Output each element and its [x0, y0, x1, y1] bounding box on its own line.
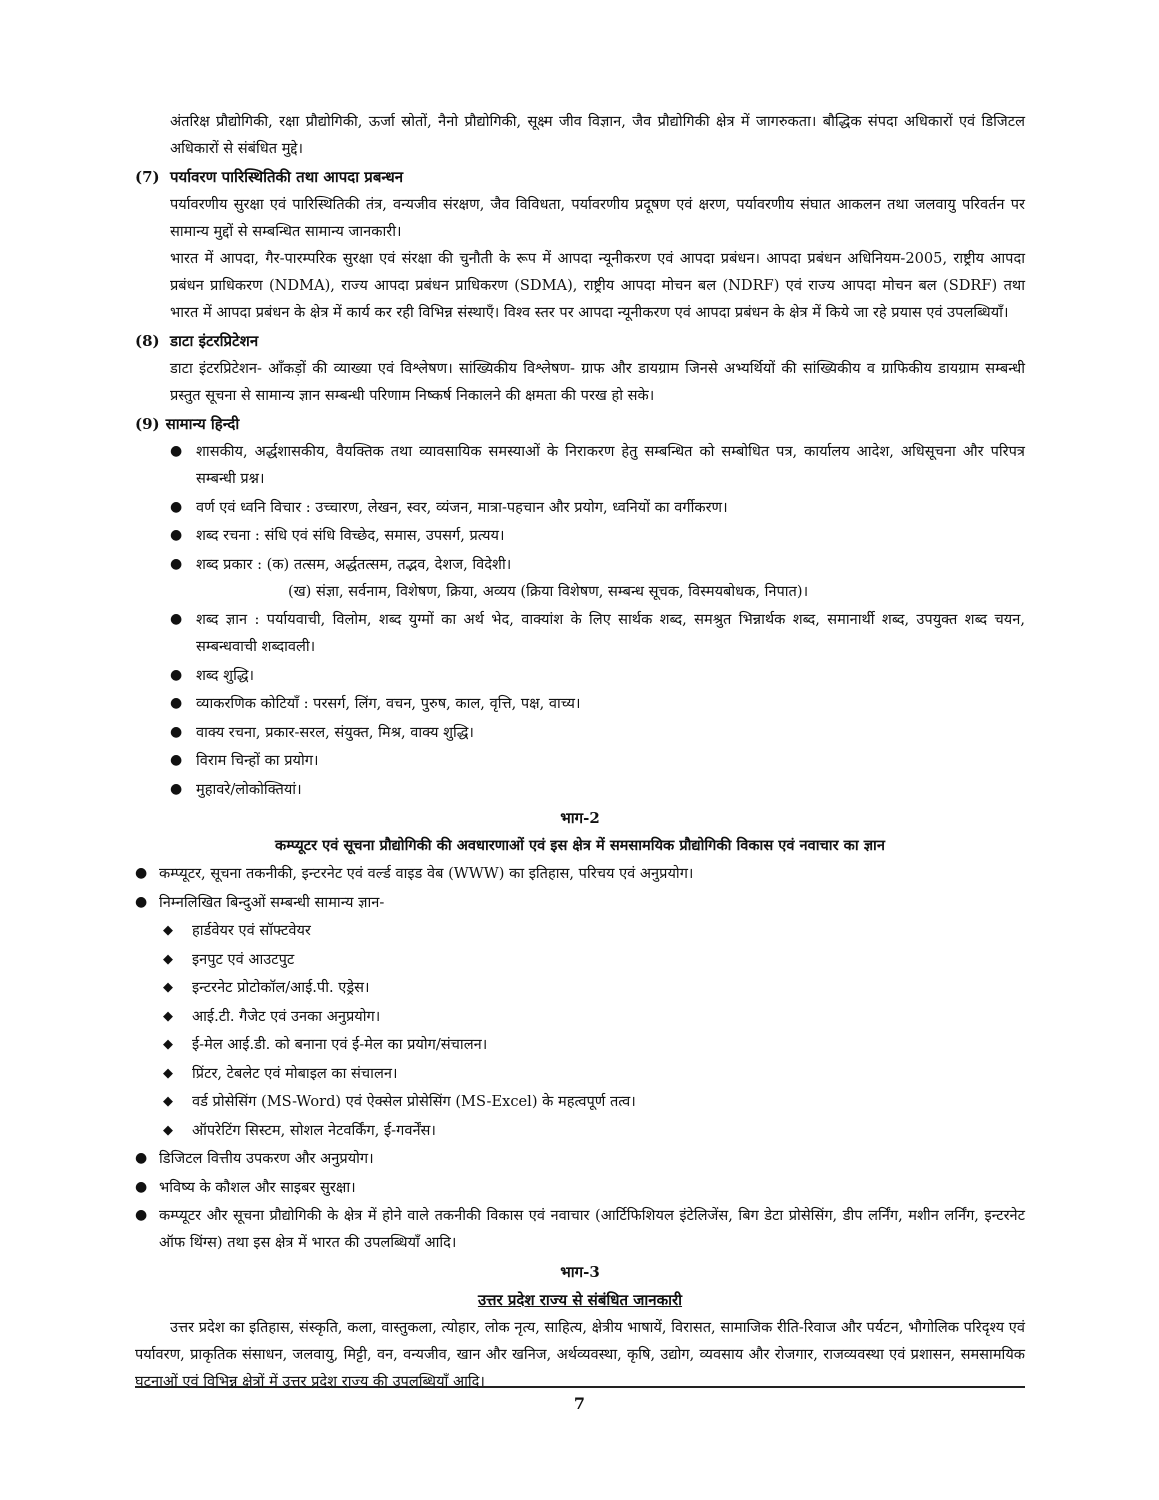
- part-3-label: भाग-3: [560, 1262, 600, 1281]
- list-item: [135, 1202, 1025, 1256]
- list-item: [135, 860, 1025, 887]
- list-item-text: शब्द ज्ञान : पर्यायवाची, विलोम, शब्द युग्मों का अर्थ भेद, वाक्यांश के लिए सार्थक शब्द, समश्रुत भिन्नार्थक शब्द, समानार्थी शब्द, उपयुक्त शब्द चयन, सम्बन्धवाची शब्दावली।: [196, 611, 1025, 655]
- sublist-item-text: वर्ड प्रोसेसिंग (MS-Word) एवं ऐक्सेल प्रोसेसिंग (MS-Excel) के महत्वपूर्ण तत्व।: [192, 1093, 636, 1110]
- list-item: [170, 606, 1025, 660]
- section-7-paragraph-1: पर्यावरणीय सुरक्षा एवं पारिस्थितिकी तंत्र, वन्यजीव संरक्षण, जैव विविधता, पर्यावरणीय प्रदूषण एवं क्षरण, पर्यावरणीय संघात आकलन तथा जलवायु परिवर्तन पर सामान्य मुद्दों से सम्बन्धित सामान्य जानकारी।: [170, 196, 1025, 240]
- list-item: [170, 719, 1025, 746]
- sublist-item: [163, 1088, 1025, 1115]
- section-8-heading: [135, 328, 1025, 355]
- list-item-text: शासकीय, अर्द्धशासकीय, वैयक्तिक तथा व्यावसायिक समस्याओं के निराकरण हेतु सम्बन्धित को सम्बोधित पत्र, कार्यालय आदेश, अधिसूचना और परिपत्र सम्बन्धी प्रश्न।: [196, 443, 1025, 487]
- diamond-icon: ◆: [163, 923, 173, 938]
- bullet-icon: ●: [170, 695, 183, 711]
- bullet-icon: ●: [170, 498, 183, 515]
- list-item-text: कम्प्यूटर और सूचना प्रौद्योगिकी के क्षेत्र में होने वाले तकनीकी विकास एवं नवाचार (आर्टिफिशियल इंटेलिजेंस, बिग डेटा प्रोसेसिंग, डीप लर्निंग, मशीन लर्निंग, इन्टरनेट ऑफ थिंग्स) तथा इस क्षेत्र में भारत की उपलब्धियाँ आदि।: [159, 1207, 1025, 1251]
- sublist-item: [163, 1117, 1025, 1144]
- list-item: [135, 1174, 1025, 1201]
- list-item-text: मुहावरे/लोकोक्तियां।: [196, 780, 302, 798]
- sublist-item: [163, 1060, 1025, 1087]
- part-2-list: [135, 860, 1025, 916]
- part-2-list-continued: [135, 1145, 1025, 1256]
- bullet-icon: ●: [170, 752, 183, 768]
- diamond-icon: ◆: [163, 1094, 173, 1109]
- bullet-icon: ●: [170, 443, 183, 459]
- list-item: [135, 889, 1025, 916]
- diamond-icon: ◆: [163, 1065, 173, 1081]
- list-item-text: व्याकरणिक कोटियाँ : परसर्ग, लिंग, वचन, पुरुष, काल, वृत्ति, पक्ष, वाच्य।: [196, 695, 581, 712]
- diamond-icon: ◆: [163, 1008, 173, 1024]
- list-item-text: निम्नलिखित बिन्दुओं सम्बन्धी सामान्य ज्ञान-: [159, 893, 385, 911]
- sublist-item-text: हार्डवेयर एवं सॉफ्टवेयर: [192, 922, 311, 939]
- page-content: [135, 108, 1025, 1395]
- list-item-text: वर्ण एवं ध्वनि विचार : उच्चारण, लेखन, स्वर, व्यंजन, मात्रा-पहचान और प्रयोग, ध्वनियों का वर्गीकरण।: [196, 498, 728, 516]
- bullet-icon: ●: [135, 865, 148, 881]
- part-2-label: भाग-2: [560, 809, 600, 827]
- footer-divider: [135, 1386, 1025, 1388]
- list-item-text: शब्द शुद्धि।: [196, 666, 255, 684]
- list-item: [170, 438, 1025, 492]
- section-7-heading: [135, 164, 1025, 191]
- bullet-icon: ●: [135, 1178, 148, 1195]
- diamond-icon: ◆: [163, 1122, 173, 1138]
- sublist-item-text: आई.टी. गैजेट एवं उनका अनुप्रयोग।: [192, 1007, 381, 1025]
- sublist-item-text: प्रिंटर, टेबलेट एवं मोबाइल का संचालन।: [192, 1064, 398, 1082]
- section-9-heading: [135, 411, 1025, 438]
- bullet-icon: ●: [135, 893, 148, 910]
- list-item: [170, 662, 1025, 689]
- bullet-icon: ●: [170, 555, 183, 572]
- sublist-item: [163, 1003, 1025, 1030]
- list-item: [170, 551, 1025, 605]
- list-item-text-block: [196, 551, 1025, 605]
- section-8-paragraph: डाटा इंटरप्रिटेशन- आँकड़ों की व्याख्या एवं विश्लेषण। सांख्यिकीय विश्लेषण- ग्राफ और डायग्राम जिनसे अभ्यर्थियों की सांख्यिकीय व ग्राफिकीय डायग्राम सम्बन्धी प्रस्तुत सूचना से सामान्य ज्ञान सम्बन्धी परिणाम निष्कर्ष निकालने की क्षमता की परख हो सके।: [170, 360, 1025, 404]
- bullet-icon: ●: [170, 723, 183, 740]
- list-item-text: शब्द प्रकार : (क) तत्सम, अर्द्धतत्सम, तद्भव, देशज, विदेशी।: [196, 555, 512, 573]
- section-7-paragraph-2: भारत में आपदा, गैर-पारम्परिक सुरक्षा एवं संरक्षा की चुनौती के रूप में आपदा न्यूनीकरण एवं आपदा प्रबंधन। आपदा प्रबंधन अधिनियम-2005, राष्ट्रीय आपदा प्रबंधन प्राधिकरण (NDMA), राज्य आपदा प्रबंधन प्राधिकरण (SDMA), राष्ट्रीय आपदा मोचन बल (NDRF) एवं राज्य आपदा मोचन बल (SDRF) तथा भारत में आपदा प्रबंधन के क्षेत्र में कार्य कर रही विभिन्न संस्थाएँ। विश्व स्तर पर आपदा न्यूनीकरण एवं आपदा प्रबंधन के क्षेत्र में किये जा रहे प्रयास एवं उपलब्धियाँ।: [170, 250, 1025, 321]
- list-item-text: वाक्य रचना, प्रकार-सरल, संयुक्त, मिश्र, वाक्य शुद्धि।: [196, 723, 474, 741]
- section-9-number: (9): [135, 415, 160, 433]
- intro-paragraph: अंतरिक्ष प्रौद्योगिकी, रक्षा प्रौद्योगिकी, ऊर्जा स्रोतों, नैनो प्रौद्योगिकी, सूक्ष्म जीव विज्ञान, जैव प्रौद्योगिकी क्षेत्र में जागरुकता। बौद्धिक संपदा अधिकारों एवं डिजिटल अधिकारों से संबंधित मुद्दे।: [170, 113, 1025, 157]
- bullet-icon: ●: [170, 527, 183, 543]
- section-9-title: सामान्य हिन्दी: [165, 415, 240, 433]
- diamond-icon: ◆: [163, 1037, 173, 1052]
- part-2-title: कम्प्यूटर एवं सूचना प्रौद्योगिकी की अवधारणाओं एवं इस क्षेत्र में समसामयिक प्रौद्योगिकी विकास एवं नवाचार का ज्ञान: [275, 837, 885, 854]
- list-item-text: कम्प्यूटर, सूचना तकनीकी, इन्टरनेट एवं वर्ल्ड वाइड वेब (WWW) का इतिहास, परिचय एवं अनुप्रयोग।: [159, 865, 694, 882]
- list-item: [170, 522, 1025, 549]
- sublist-item-text: ई-मेल आई.डी. को बनाना एवं ई-मेल का प्रयोग/संचालन।: [192, 1036, 488, 1053]
- part-3-title: उत्तर प्रदेश राज्य से संबंधित जानकारी: [477, 1290, 683, 1309]
- sublist-item: [163, 974, 1025, 1001]
- bullet-icon: ●: [135, 1150, 148, 1166]
- bullet-icon: ●: [170, 666, 183, 683]
- section-8-title: डाटा इंटरप्रिटेशन: [170, 332, 259, 350]
- sublist-item-text: इन्टरनेट प्रोटोकॉल/आई.पी. एड्रेस।: [192, 979, 370, 996]
- part-3-paragraph: उत्तर प्रदेश का इतिहास, संस्कृति, कला, वास्तुकला, त्योहार, लोक नृत्य, साहित्य, क्षेत्रीय भाषायें, विरासत, सामाजिक रीति-रिवाज और पर्यटन, भौगोलिक परिदृश्य एवं पर्यावरण, प्राकृतिक संसाधन, जलवायु, मिट्टी, वन, वन्यजीव, खान और खनिज, अर्थव्यवस्था, कृषि, उद्योग, व्यवसाय और रोजगार, राजव्यवस्था एवं प्रशासन, समसामयिक घटनाओं एवं विभिन्न क्षेत्रों में उत्तर प्रदेश राज्य की उपलब्धियाँ आदि।: [135, 1318, 1025, 1390]
- list-item-text: डिजिटल वित्तीय उपकरण और अनुप्रयोग।: [159, 1150, 374, 1167]
- diamond-icon: ◆: [163, 980, 173, 995]
- section-7-title: पर्यावरण पारिस्थितिकी तथा आपदा प्रबन्धन: [170, 168, 404, 186]
- section-9-list: [135, 438, 1025, 803]
- page-number: 7: [573, 1394, 586, 1413]
- bullet-icon: ●: [135, 1207, 148, 1223]
- list-item-subline: (ख) संज्ञा, सर्वनाम, विशेषण, क्रिया, अव्यय (क्रिया विशेषण, सम्बन्ध सूचक, विस्मयबोधक, निपात)।: [288, 582, 809, 600]
- list-item: [170, 747, 1025, 774]
- list-item: [170, 776, 1025, 803]
- section-7-number: (7): [135, 168, 160, 186]
- list-item: [170, 690, 1025, 717]
- list-item-text: विराम चिन्हों का प्रयोग।: [196, 752, 319, 769]
- sublist-item-text: ऑपरेटिंग सिस्टम, सोशल नेटवर्किंग, ई-गवर्नेंस।: [192, 1121, 436, 1139]
- list-item: [135, 1145, 1025, 1172]
- list-item-text: शब्द रचना : संधि एवं संधि विच्छेद, समास, उपसर्ग, प्रत्यय।: [196, 527, 505, 544]
- sublist-item: [163, 917, 1025, 944]
- bullet-icon: ●: [170, 780, 183, 797]
- sublist-item: [163, 1031, 1025, 1058]
- part-3-title-row: [135, 1286, 1025, 1314]
- bullet-icon: ●: [170, 611, 183, 627]
- section-8-number: (8): [135, 332, 160, 350]
- part-2-sublist: [135, 917, 1025, 1144]
- list-item: [170, 494, 1025, 521]
- list-item-text: भविष्य के कौशल और साइबर सुरक्षा।: [159, 1178, 356, 1196]
- sublist-item-text: इनपुट एवं आउटपुट: [192, 950, 295, 968]
- diamond-icon: ◆: [163, 951, 173, 967]
- sublist-item: [163, 946, 1025, 973]
